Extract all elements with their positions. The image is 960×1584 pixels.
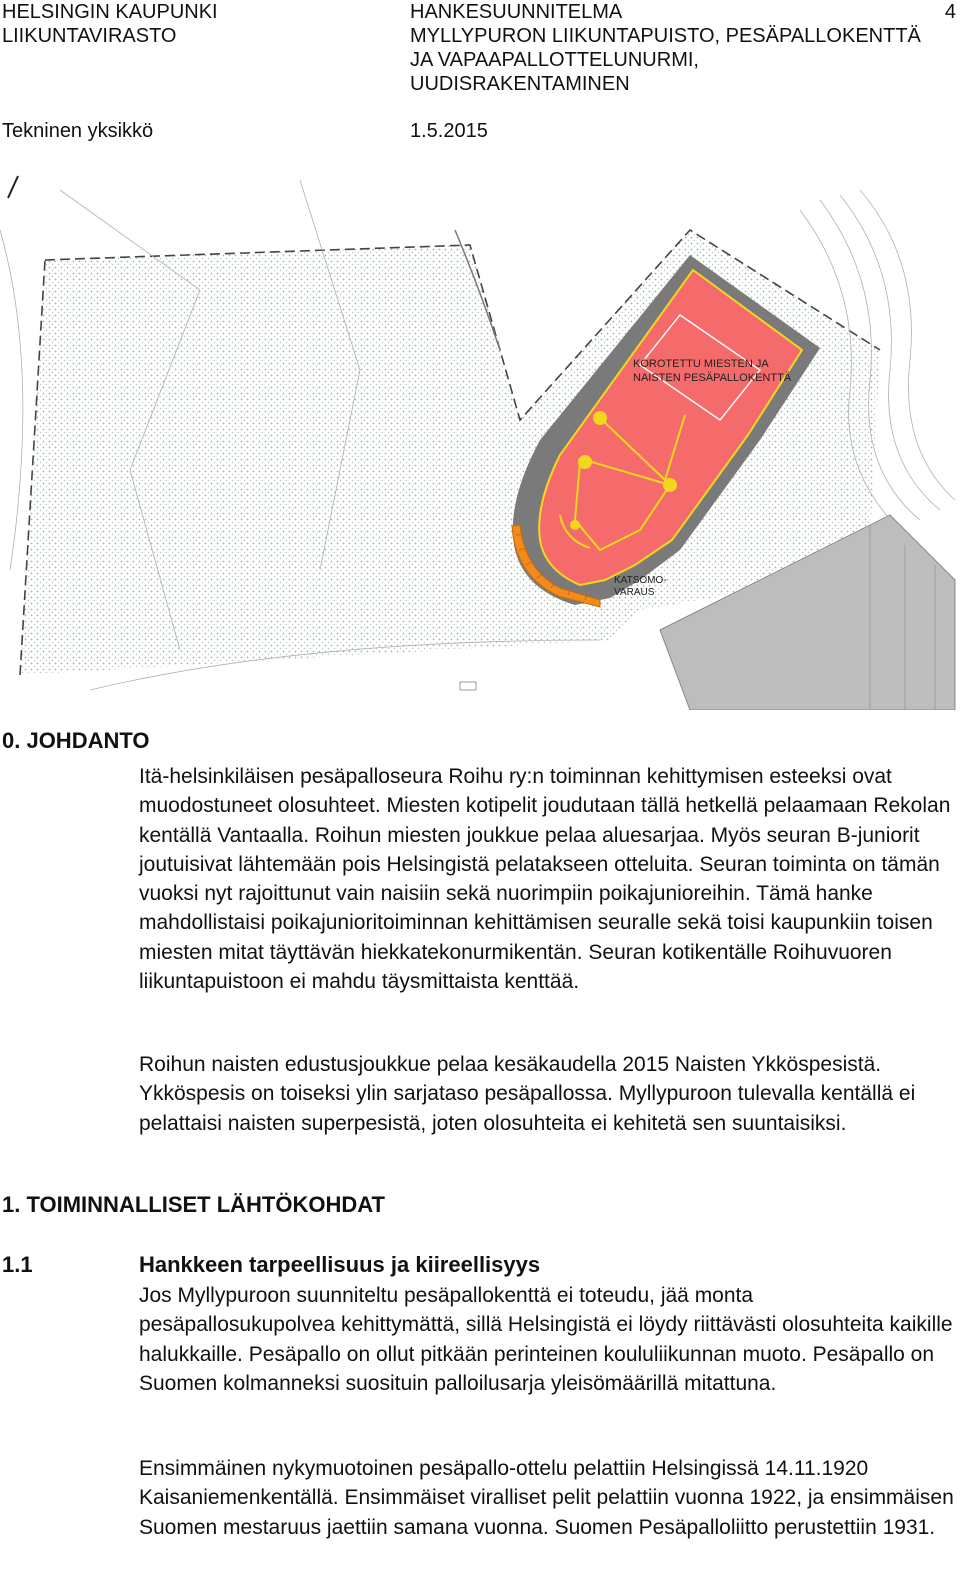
header-document-title (410, 0, 930, 96)
stands-label-line-2: VARAUS (614, 587, 655, 598)
section-1-1-paragraph-1: Jos Myllypuroon suunniteltu pesäpallokenttä ei toteudu, jää monta pesäpallosukupolvea kehittymättä, sillä Helsingistä ei löydy riittävästi olosuhteita kaikille halukkaille. Pesäpallo on ollut pitkään perinteinen koululiikunnan muoto. Pesäpallo on Suomen kolmanneksi suosituin palloilusarja yleisömäärillä mitattuna. (139, 1284, 953, 1395)
section-0-heading: 0. JOHDANTO (2, 728, 150, 753)
project-title-line-2: JA VAPAAPALLOTTELUNURMI, (410, 49, 699, 71)
page-number: 4 (944, 1, 956, 23)
section-1-1-heading: Hankkeen tarpeellisuus ja kiireellisyys (139, 1252, 541, 1277)
department-name: LIIKUNTAVIRASTO (2, 25, 177, 47)
header-organization (2, 0, 218, 48)
org-name: HELSINGIN KAUPUNKI (2, 1, 218, 23)
stands-label-line-1: KATSOMO- (614, 575, 667, 586)
section-0-paragraph-2: Roihun naisten edustusjoukkue pelaa kesäkaudella 2015 Naisten Ykköspesistä. Ykköspesis on toiseksi ylin sarjataso pesäpallossa. Myllypuroon tulevalla kentällä ei pelattaisi naisten superpesistä, joten olosuhteita ei kehitetä sen suuntaisiksi. (139, 1053, 916, 1135)
field-label-line-1: KOROTETTU MIESTEN JA (633, 358, 769, 370)
section-1-1-paragraph-2: Ensimmäinen nykymuotoinen pesäpallo-ottelu pelattiin Helsingissä 14.11.1920 Kaisaniemenkentällä. Ensimmäiset viralliset pelit pelattiin vuonna 1922, ja ensimmäisen Suomen mestaruus jaettiin samana vuonna. Suomen Pesäpalloliitto perustettiin 1931. (139, 1457, 954, 1539)
document-type: HANKESUUNNITELMA (410, 1, 623, 23)
section-0-paragraph-1: Itä-helsinkiläisen pesäpalloseura Roihu ry:n toiminnan kehittymisen esteeksi ovat muodostuneet olosuhteet. Miesten kotipelit joudutaan tällä hetkellä pelaamaan Rekolan kentällä Vantaalla. Roihun miesten joukkue pelaa aluesarjaa. Myös seuran B-juniorit joutuisivat lähtemään pois Helsingistä pelatakseen otteluita. Seuran toiminta on tämän vuoksi nyt rajoittunut vain naisiin sekä nuorimpiin poikajunioreihin. Tämä hanke mahdollistaisi poikajunioritoiminnan kehittämisen seuralle sekä toisi kaupunkiin toisen miesten mitat täyttävän hiekkatekonurmikentän. Seuran kotikentälle Roihuvuoren liikuntapuistoon ei mahdu täysmittaista kenttää. (139, 765, 951, 994)
unit-name: Tekninen yksikkö (2, 120, 154, 142)
project-title-line-3: UUDISRAKENTAMINEN (410, 73, 630, 95)
section-1-1-number: 1.1 (2, 1252, 33, 1277)
section-1-heading: 1. TOIMINNALLISET LÄHTÖKOHDAT (2, 1192, 385, 1217)
field-label-line-2: NAISTEN PESÄPALLOKENTTÄ (633, 372, 792, 384)
site-plan-map (0, 170, 960, 710)
project-title-line-1: MYLLYPURON LIIKUNTAPUISTO, PESÄPALLOKENTTÄ (410, 25, 921, 47)
document-date: 1.5.2015 (410, 120, 488, 142)
